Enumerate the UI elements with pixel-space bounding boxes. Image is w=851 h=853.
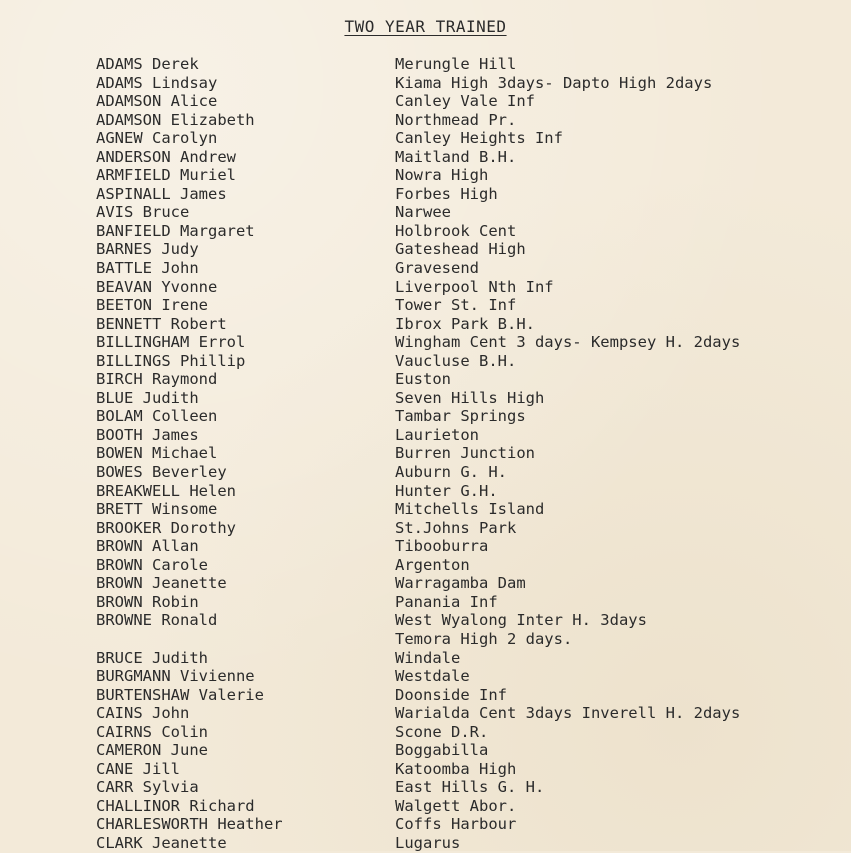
teacher-name: BURGMANN Vivienne [96,667,255,686]
school-assignment: Euston [395,370,451,389]
list-item [96,741,836,760]
list-item [96,407,836,426]
teacher-name: ADAMS Lindsay [96,73,218,92]
list-item [96,686,836,705]
list-item [96,574,836,593]
list-item [96,370,836,389]
teacher-name: ADAMS Derek [96,55,199,73]
school-assignment: Forbes High [395,184,498,203]
list-item [96,129,836,148]
list-item [96,111,836,130]
school-assignment: Holbrook Cent [395,221,517,240]
list-item [96,667,836,686]
teacher-name: CARR Sylvia [96,778,199,797]
school-assignment: Tower St. Inf [395,296,517,315]
school-assignment: Westdale [395,667,470,686]
school-assignment: Windale [395,648,461,667]
list-item [96,649,836,668]
list-item [96,611,836,630]
page-heading [0,17,851,36]
list-item [96,704,836,723]
teacher-name: BROWNE Ronald [96,611,218,630]
school-assignment: Canley Vale Inf [395,92,535,111]
school-assignment: Burren Junction [395,444,535,463]
list-item [96,723,836,742]
school-assignment: Northmead Pr. [395,110,517,129]
school-assignment: Lugarus [395,833,461,852]
teacher-name [96,630,395,649]
teacher-name: ASPINALL James [96,184,227,203]
school-assignment: Liverpool Nth Inf [395,277,554,296]
list-item [96,222,836,241]
school-assignment: Seven Hills High [395,388,545,407]
list-item [96,74,836,93]
school-assignment: St.Johns Park [395,518,517,537]
teacher-name: BROWN Allan [96,537,199,556]
teacher-name: BROWN Jeanette [96,574,227,593]
list-item [96,834,836,853]
school-assignment: Tibooburra [395,537,489,556]
teacher-name: BOOTH James [96,425,199,444]
school-assignment: Hunter G.H. [395,481,498,500]
teacher-name: BEETON Irene [96,296,208,315]
school-assignment: Gateshead High [395,240,526,259]
teacher-name: ANDERSON Andrew [96,147,236,166]
school-assignment: Doonside Inf [395,685,507,704]
teacher-name: BATTLE John [96,259,199,278]
school-assignment: Laurieton [395,425,479,444]
teacher-name: BILLINGHAM Errol [96,333,246,352]
teacher-name: BRETT Winsome [96,500,218,519]
heading-text: TWO YEAR TRAINED [344,17,507,36]
list-item [96,166,836,185]
teacher-name: BREAKWELL Helen [96,481,236,500]
teacher-name: BOLAM Colleen [96,407,218,426]
school-assignment: West Wyalong Inter H. 3days [395,611,647,630]
school-assignment: Katoomba High [395,759,517,778]
school-assignment: Nowra High [395,166,489,185]
school-assignment: Mitchells Island [395,500,545,519]
teacher-name: ADAMSON Elizabeth [96,110,255,129]
teacher-name: BRUCE Judith [96,648,208,667]
list-item [96,296,836,315]
teacher-name: CAIRNS Colin [96,722,208,741]
school-assignment: Argenton [395,555,470,574]
teacher-name: BARNES Judy [96,240,199,259]
list-item [96,352,836,371]
list-item [96,240,836,259]
list-item [96,203,836,222]
list-item [96,92,836,111]
teacher-name: AGNEW Carolyn [96,129,218,148]
teacher-name: BROOKER Dorothy [96,518,236,537]
school-assignment: Coffs Harbour [395,815,517,834]
list-item [96,537,836,556]
school-assignment: Temora High 2 days. [395,629,573,648]
list-item [96,760,836,779]
school-assignment: Vaucluse B.H. [395,351,517,370]
list-item [96,630,836,649]
teacher-name: BENNETT Robert [96,314,227,333]
teacher-name: BANFIELD Margaret [96,221,255,240]
list-item [96,519,836,538]
school-assignment: Merungle Hill [395,55,517,73]
teacher-name: BROWN Robin [96,592,199,611]
teacher-name: BOWEN Michael [96,444,218,463]
school-assignment: Tambar Springs [395,407,526,426]
school-assignment: Panania Inf [395,592,498,611]
school-assignment: Scone D.R. [395,722,489,741]
teacher-name: CLARK Jeanette [96,833,227,852]
school-assignment: Auburn G. H. [395,463,507,482]
teacher-name: BEAVAN Yvonne [96,277,218,296]
school-assignment: Canley Heights Inf [395,129,563,148]
list-item [96,593,836,612]
school-assignment: Kiama High 3days- Dapto High 2days [395,73,713,92]
list-item [96,778,836,797]
teacher-name: ARMFIELD Muriel [96,166,236,185]
school-assignment: Walgett Abor. [395,796,517,815]
teacher-name: BOWES Beverley [96,463,227,482]
list-item [96,278,836,297]
teacher-name: CAMERON June [96,741,208,760]
teacher-placement-list [96,55,836,853]
list-item [96,389,836,408]
teacher-name: CHALLINOR Richard [96,796,255,815]
school-assignment: Boggabilla [395,741,489,760]
list-item [96,500,836,519]
teacher-name: CAINS John [96,704,190,723]
school-assignment: Maitland B.H. [395,147,517,166]
list-item [96,148,836,167]
list-item [96,815,836,834]
list-item [96,482,836,501]
teacher-name: BURTENSHAW Valerie [96,685,264,704]
school-assignment: Wingham Cent 3 days- Kempsey H. 2days [395,333,741,352]
teacher-name: CANE Jill [96,759,180,778]
list-item [96,797,836,816]
school-assignment: Ibrox Park B.H. [395,314,535,333]
teacher-name: ADAMSON Alice [96,92,218,111]
list-item [96,556,836,575]
teacher-name: AVIS Bruce [96,203,190,222]
school-assignment: Warialda Cent 3days Inverell H. 2days [395,704,741,723]
list-item [96,444,836,463]
teacher-name: BIRCH Raymond [96,370,218,389]
school-assignment: East Hills G. H. [395,778,545,797]
teacher-name: BROWN Carole [96,555,208,574]
teacher-name: CHARLESWORTH Heather [96,815,283,834]
school-assignment: Gravesend [395,259,479,278]
list-item [96,55,836,74]
list-item [96,333,836,352]
list-item [96,426,836,445]
list-item [96,259,836,278]
list-item [96,315,836,334]
list-item [96,185,836,204]
list-item [96,463,836,482]
teacher-name: BLUE Judith [96,388,199,407]
teacher-name: BILLINGS Phillip [96,351,246,370]
school-assignment: Narwee [395,203,451,222]
school-assignment: Warragamba Dam [395,574,526,593]
